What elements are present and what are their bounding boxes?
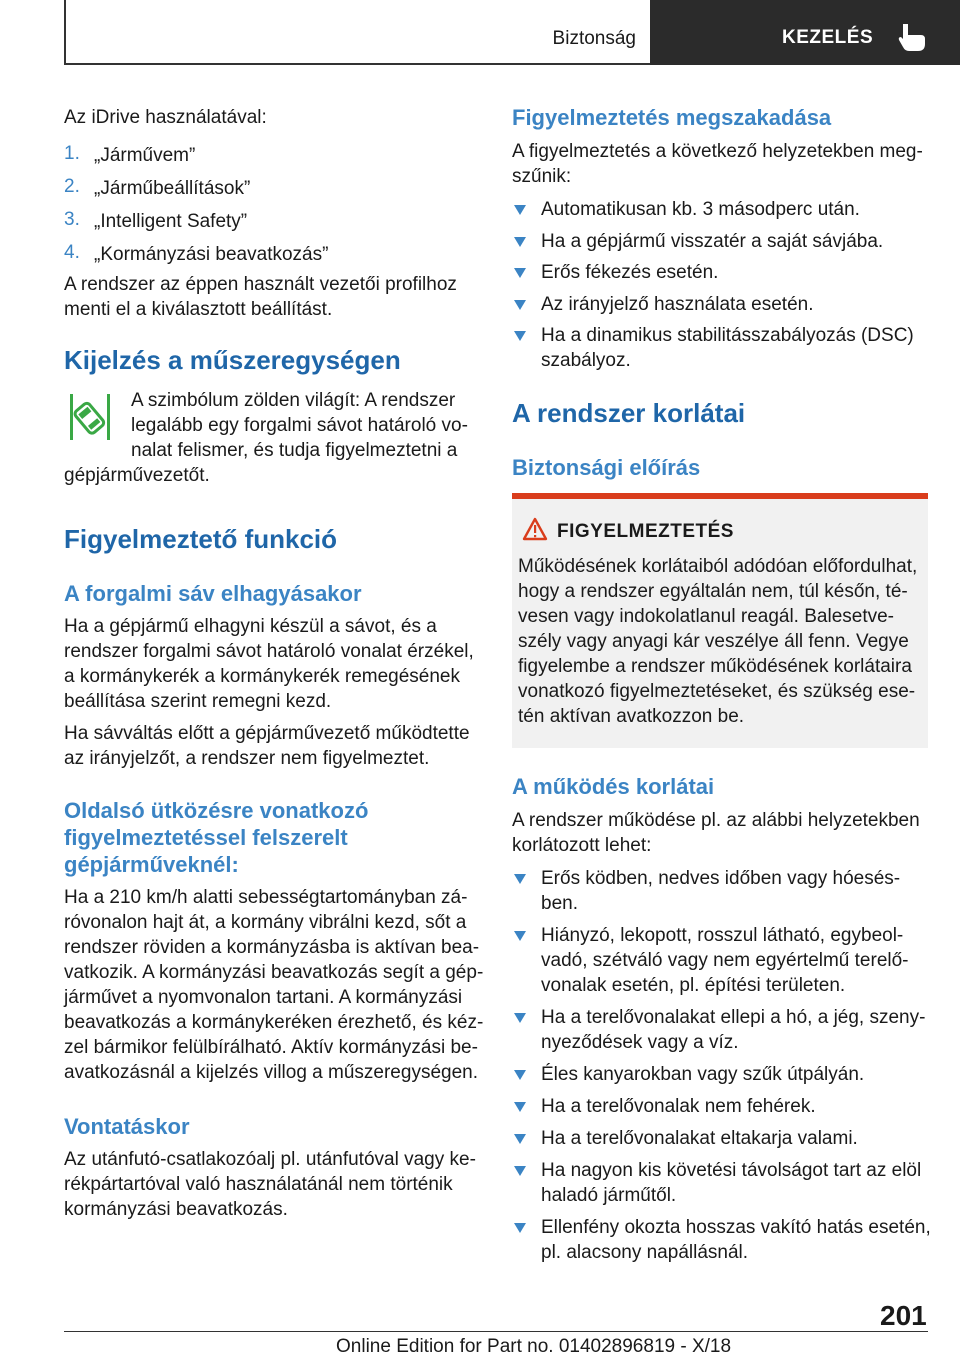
interrupt-item: szabályoz.: [541, 350, 631, 371]
step-text: „Járművem”: [94, 145, 196, 166]
function-limits-heading: A működés korlátai: [512, 774, 715, 799]
bullet-triangle-icon: [514, 268, 526, 278]
intro-text: Az iDrive használatával:: [64, 107, 267, 128]
function-limits-item: Ha a terelővonalakat ellepi a hó, a jég, szeny-: [541, 1007, 926, 1028]
bullet-triangle-icon: [514, 1070, 526, 1080]
footer-rule: [64, 1331, 928, 1332]
lane-text2: az irányjelzőt, a rendszer nem figyelmeztet.: [64, 748, 430, 769]
function-limits-item: Erős ködben, nedves időben vagy hóesés-: [541, 868, 901, 889]
function-limits-text: korlátozott lehet:: [512, 835, 652, 856]
function-limits-item: vonalak esetén, pl. építési területen.: [541, 975, 846, 996]
function-limits-item: vadó, szétváló vagy nem egyértelmű terelő-: [541, 950, 909, 971]
function-limits-item: Ha a terelővonalak nem fehérek.: [541, 1096, 816, 1117]
warning-text: vesen vagy indokolatlanul reagál. Balesetve-: [518, 606, 895, 627]
display-text: legalább egy forgalmi sávot határoló vo-: [131, 415, 468, 436]
warning-text: Működésének korlátaiból adódóan előfordulhat,: [518, 556, 918, 577]
header-chapter-tab: [650, 0, 960, 65]
warning-text: vonatkozó figyelmeztetéseket, és szükség ese-: [518, 681, 916, 702]
function-limits-item: nyeződések vagy a víz.: [541, 1032, 739, 1053]
step-number: 2.: [64, 176, 80, 197]
interrupt-item: Erős fékezés esetén.: [541, 262, 719, 283]
display-text: A szimbólum zölden világít: A rendszer: [131, 390, 456, 411]
bullet-triangle-icon: [514, 1166, 526, 1176]
pointing-hand-icon: [894, 20, 928, 54]
warning-text: hogy a rendszer egyáltalán nem, túl későn, té-: [518, 581, 908, 602]
profile-text: menti el a kiválasztott beállítást.: [64, 299, 333, 320]
safety-heading: Biztonsági előírás: [512, 455, 701, 480]
side-collision-text: vatkozik. A kormányzási beavatkozás segít a gép-: [64, 962, 484, 983]
side-collision-text: zel bármikor felülbírálható. Aktív kormányzási be-: [64, 1037, 478, 1058]
function-limits-item: Hiányzó, lekopott, rosszul látható, egybeol-: [541, 925, 904, 946]
step-text: „Járműbeállítások”: [94, 178, 251, 199]
lane-text: beállítása szerint remegni kezd.: [64, 691, 332, 712]
warning-bar: [512, 493, 928, 499]
interrupt-item: Automatikusan kb. 3 másodperc után.: [541, 199, 860, 220]
header-chapter-title: KEZELÉS: [782, 27, 874, 48]
bullet-triangle-icon: [514, 1223, 526, 1233]
limits-heading: A rendszer korlátai: [512, 398, 746, 428]
side-collision-heading: gépjárműveknél:: [64, 852, 239, 877]
header-rule-horizontal: [64, 63, 650, 65]
side-collision-heading: Oldalsó ütközésre vonatkozó: [64, 798, 369, 823]
display-text: gépjárművezetőt.: [64, 465, 210, 486]
side-collision-text: járművet a nyomvonalon tartani. A kormányzási: [64, 987, 463, 1008]
display-heading: Kijelzés a műszeregységen: [64, 345, 401, 375]
interrupt-item: Ha a gépjármű visszatér a saját sávjába.: [541, 230, 884, 252]
lane-heading: A forgalmi sáv elhagyásakor: [64, 581, 362, 606]
interrupt-text: szűnik:: [512, 166, 572, 187]
warning-function-heading: Figyelmeztető funkció: [64, 524, 338, 554]
header-section-title: Biztonság: [552, 28, 636, 49]
side-collision-text: avatkozásnál a kijelzés villog a műszeregységen.: [64, 1062, 478, 1083]
step-number: 3.: [64, 209, 80, 230]
lane-text: a kormánykerék a kormánykerék remegésének: [64, 666, 461, 687]
profile-text: A rendszer az éppen használt vezetői profilhoz: [64, 274, 457, 295]
display-text: nalat felismer, és tudja figyelmeztetni a: [131, 440, 458, 461]
bullet-triangle-icon: [514, 300, 526, 310]
towing-text: kormányzási beavatkozás.: [64, 1199, 288, 1220]
function-limits-item: pl. alacsony napállásnál.: [541, 1242, 749, 1263]
warning-text: figyelembe a rendszer működésének korlátaira: [518, 656, 912, 677]
warning-triangle-icon: [522, 517, 548, 541]
towing-text: Az utánfutó-csatlakozóalj pl. utánfutóval vagy ke-: [64, 1149, 476, 1170]
bullet-triangle-icon: [514, 205, 526, 215]
warning-text: tén aktívan avatkozzon be.: [518, 706, 745, 727]
bullet-triangle-icon: [514, 331, 526, 341]
bullet-triangle-icon: [514, 1102, 526, 1112]
warning-title: FIGYELMEZTETÉS: [557, 521, 734, 542]
step-text: „Kormányzási beavatkozás”: [94, 244, 329, 265]
side-collision-text: róvonalon hajt át, a kormány vibrálni kezd, sőt a: [64, 912, 467, 933]
function-limits-text: A rendszer működése pl. az alábbi helyzetekben: [512, 810, 920, 831]
interrupt-heading: Figyelmeztetés megszakadása: [512, 105, 832, 130]
step-text: „Intelligent Safety”: [94, 211, 248, 232]
function-limits-item: haladó járműtől.: [541, 1185, 677, 1206]
towing-heading: Vontatáskor: [64, 1114, 190, 1139]
side-collision-heading: figyelmeztetéssel felszerelt: [64, 825, 348, 850]
function-limits-item: ben.: [541, 893, 578, 914]
towing-text: rékpártartóval való használatánál nem történik: [64, 1174, 453, 1195]
function-limits-item: Ha nagyon kis követési távolságot tart az elöl: [541, 1160, 922, 1181]
interrupt-item: Ha a dinamikus stabilitásszabályozás (DSC): [541, 325, 914, 346]
bullet-triangle-icon: [514, 1013, 526, 1023]
page-number: 201: [880, 1300, 927, 1331]
interrupt-text: A figyelmeztetés a következő helyzetekben meg-: [512, 141, 923, 162]
warning-text: szély vagy anyagi kár veszélye áll fenn. Vegye: [518, 631, 909, 652]
step-number: 4.: [64, 242, 80, 263]
side-collision-text: Ha a 210 km/h alatti sebességtartományban zá-: [64, 887, 468, 908]
step-number: 1.: [64, 143, 80, 164]
header-rule-vertical: [64, 0, 66, 64]
lane-text: rendszer forgalmi sávot határoló vonalat érzékel,: [64, 641, 474, 662]
footer-edition: Online Edition for Part no. 01402896819 - X/18: [336, 1336, 732, 1357]
lane-text: Ha a gépjármű elhagyni készül a sávot, és a: [64, 616, 437, 637]
lane-text2: Ha sávváltás előtt a gépjárművezető működtette: [64, 723, 470, 744]
function-limits-item: Ellenfény okozta hosszas vakító hatás esetén,: [541, 1217, 931, 1238]
function-limits-item: Éles kanyarokban vagy szűk útpályán.: [541, 1064, 865, 1085]
bullet-triangle-icon: [514, 1134, 526, 1144]
side-collision-text: rendszer röviden a kormányzásba is aktívan bea-: [64, 937, 480, 958]
function-limits-item: Ha a terelővonalakat eltakarja valami.: [541, 1128, 858, 1149]
bullet-triangle-icon: [514, 931, 526, 941]
interrupt-item: Az irányjelző használata esetén.: [541, 293, 814, 315]
lane-departure-symbol-icon: [64, 392, 114, 442]
bullet-triangle-icon: [514, 874, 526, 884]
bullet-triangle-icon: [514, 237, 526, 247]
side-collision-text: beavatkozás a kormánykeréken érezhető, és kéz-: [64, 1012, 484, 1033]
